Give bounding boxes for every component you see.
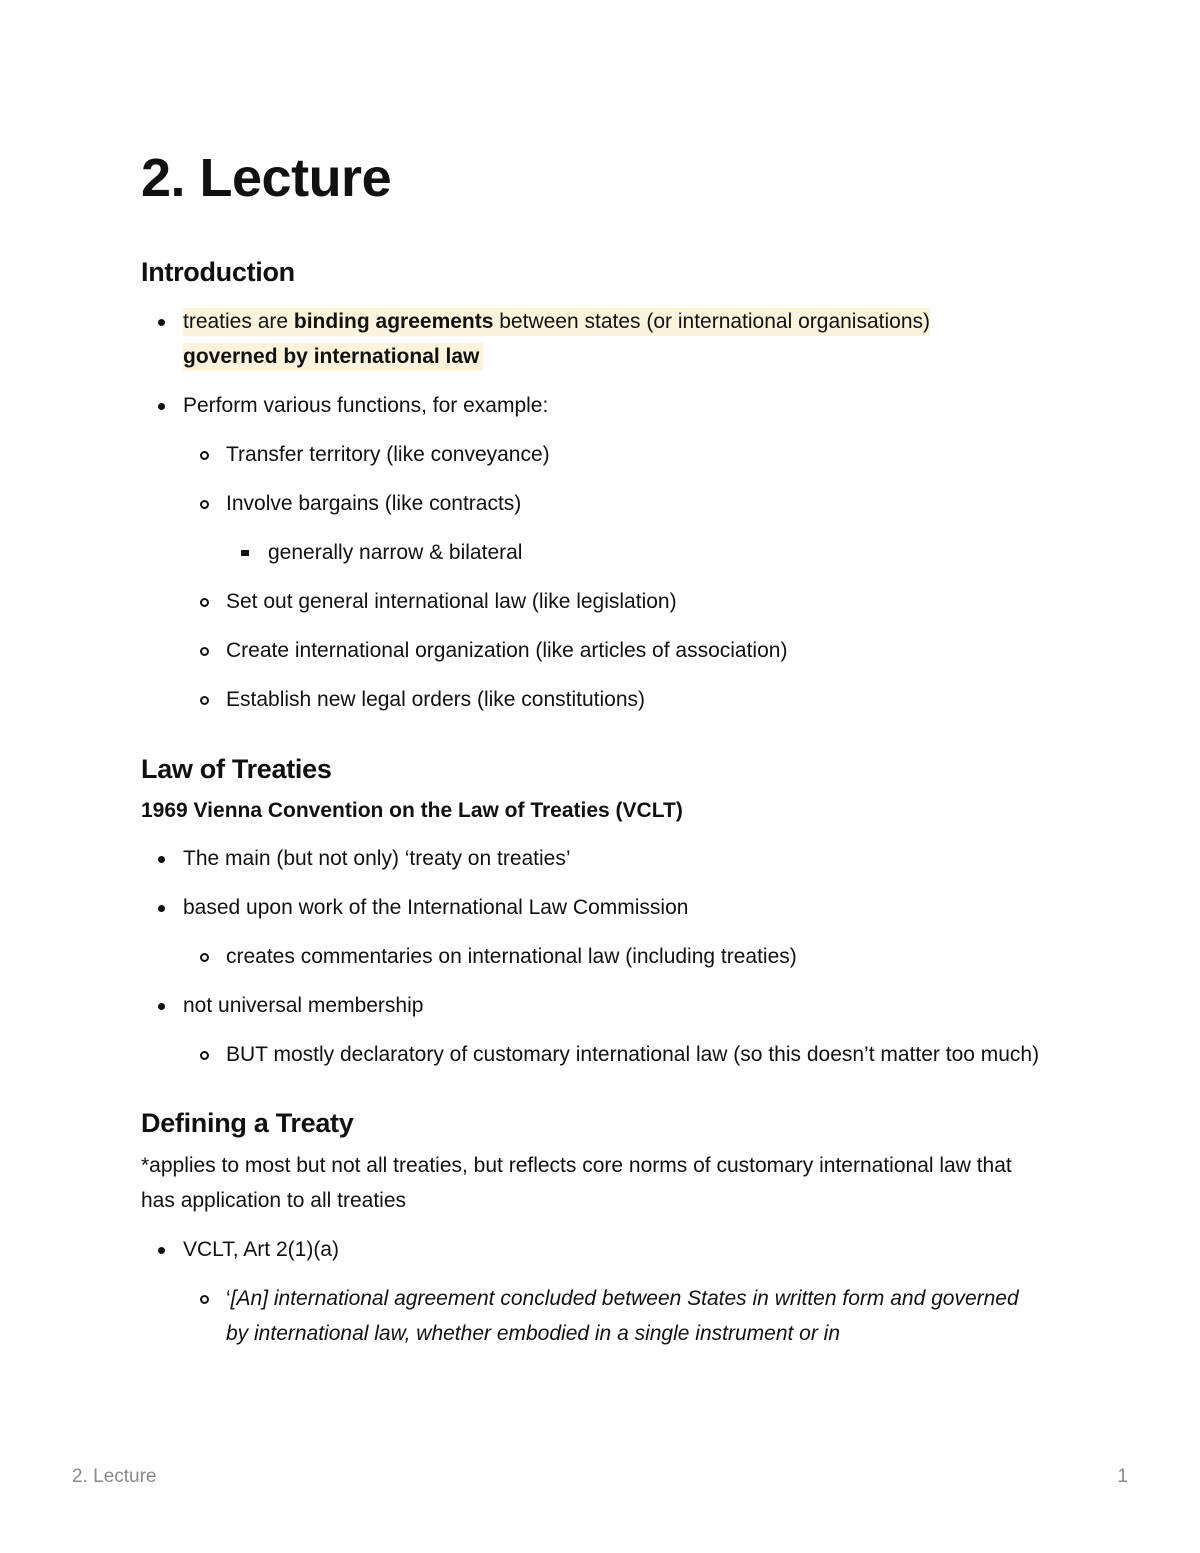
bullet-circle-icon [200, 953, 209, 962]
list-item-text: Transfer territory (like conveyance) [226, 443, 550, 466]
introduction-list [141, 304, 1041, 423]
list-item [141, 988, 1041, 1023]
bullet-disc-icon [158, 403, 165, 410]
bullet-circle-icon [200, 1295, 209, 1304]
list-item [141, 1232, 1041, 1267]
list-item [141, 682, 1041, 717]
subheading-vclt: 1969 Vienna Convention on the Law of Treaties (VCLT) [141, 799, 683, 822]
list-item-text: BUT mostly declaratory of customary international law (so this doesn’t matter too much) [226, 1043, 1040, 1066]
list-item [141, 633, 1041, 668]
bold-text: binding agreements [293, 310, 494, 333]
list-item [141, 304, 1041, 374]
section-heading-defining-a-treaty: Defining a Treaty [141, 1108, 354, 1138]
page-content [141, 140, 1041, 1351]
quote-mark: ‘ [226, 1287, 231, 1310]
defining-treaty-list [141, 1232, 1041, 1267]
list-item-text: Perform various functions, for example: [183, 394, 549, 417]
functions-sublist [141, 535, 1041, 570]
list-item [141, 584, 1041, 619]
list-item-text: Establish new legal orders (like constitutions) [226, 688, 646, 711]
footer-page-number: 1 [1117, 1466, 1128, 1487]
list-item-text: Create international organization (like articles of association) [226, 639, 788, 662]
list-item [141, 388, 1041, 423]
section-heading-law-of-treaties: Law of Treaties [141, 754, 332, 784]
section-heading-introduction: Introduction [141, 257, 295, 287]
highlighted-text [183, 308, 930, 371]
bold-text: governed by international law [183, 345, 480, 368]
bullet-disc-icon [158, 1247, 165, 1254]
text-span: treaties are [183, 310, 294, 333]
list-item [141, 1281, 1041, 1351]
bullet-circle-icon [200, 598, 209, 607]
bullet-disc-icon [158, 1003, 165, 1010]
page-title: 2. Lecture [141, 148, 392, 208]
law-of-treaties-list [141, 841, 1041, 925]
note-paragraph: *applies to most but not all treaties, but reflects core norms of customary international law that has application to all treaties [141, 1154, 1012, 1212]
list-item [141, 535, 1041, 570]
text-span: between states (or international organisations) [493, 310, 931, 333]
bullet-circle-icon [200, 1051, 209, 1060]
law-of-treaties-sublist-2 [141, 1037, 1041, 1072]
list-item-text: VCLT, Art 2(1)(a) [183, 1238, 339, 1261]
quoted-definition: [An] international agreement concluded between States in written form and governed by international law, whether embodied in a single instrument or in [226, 1287, 1019, 1345]
functions-list-continued [141, 584, 1041, 717]
list-item-text: creates commentaries on international law (including treaties) [226, 945, 797, 968]
list-item [141, 437, 1041, 472]
functions-list [141, 437, 1041, 521]
law-of-treaties-sublist [141, 939, 1041, 974]
bullet-disc-icon [158, 856, 165, 863]
defining-treaty-sublist [141, 1281, 1041, 1351]
list-item [141, 939, 1041, 974]
list-item-text: generally narrow & bilateral [268, 541, 523, 564]
list-item [141, 486, 1041, 521]
bullet-circle-icon [200, 647, 209, 656]
list-item-text: not universal membership [183, 994, 424, 1017]
law-of-treaties-list-continued [141, 988, 1041, 1023]
bullet-circle-icon [200, 500, 209, 509]
list-item-text: Set out general international law (like legislation) [226, 590, 677, 613]
footer-document-title: 2. Lecture [72, 1466, 157, 1487]
list-item-text: Involve bargains (like contracts) [226, 492, 522, 515]
list-item [141, 890, 1041, 925]
list-item [141, 1037, 1041, 1072]
bullet-disc-icon [158, 319, 165, 326]
bullet-circle-icon [200, 696, 209, 705]
list-item [141, 841, 1041, 876]
list-item-text: The main (but not only) ‘treaty on treaties’ [183, 847, 571, 870]
bullet-disc-icon [158, 905, 165, 912]
list-item-text: based upon work of the International Law Commission [183, 896, 689, 919]
bullet-square-icon [241, 550, 249, 556]
bullet-circle-icon [200, 451, 209, 460]
